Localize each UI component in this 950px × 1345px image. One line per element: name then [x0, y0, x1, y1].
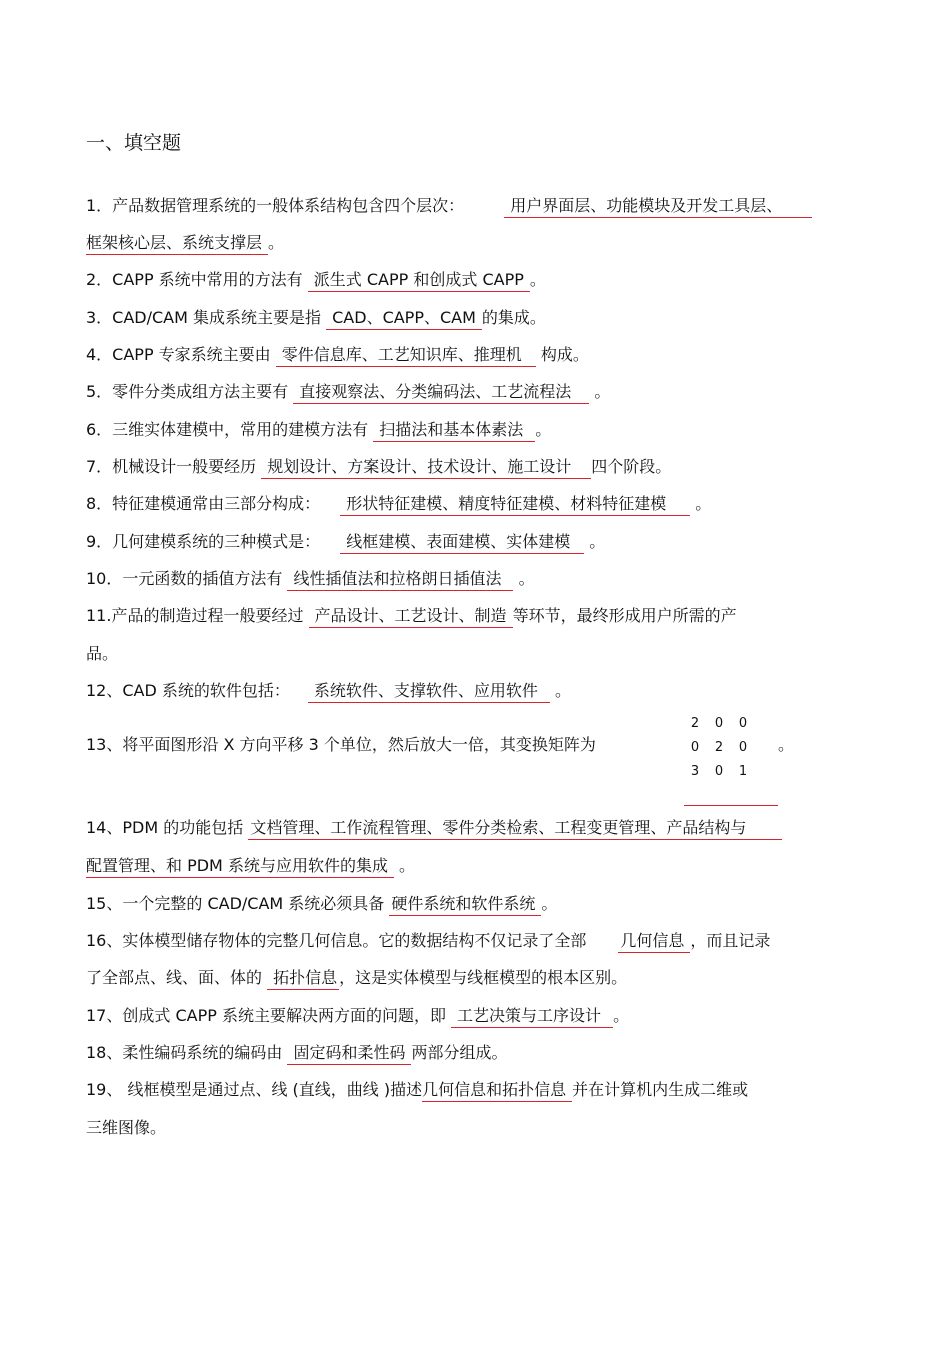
- question-text: 15、一个完整的 CAD/CAM 系统必须具备: [86, 894, 385, 913]
- question-17: [86, 1006, 629, 1028]
- question-4: [86, 345, 589, 367]
- question-19-line-2: [86, 1118, 166, 1138]
- matrix-row: [690, 712, 748, 736]
- question-3: [86, 308, 546, 330]
- question-13: [86, 735, 596, 755]
- question-text: 等环节，最终形成用户所需的产: [512, 606, 737, 625]
- question-text: 两部分组成。: [411, 1043, 508, 1062]
- answer-blank: 文档管理、工作流程管理、零件分类检索、工程变更管理、产品结构与: [248, 818, 782, 840]
- question-text: 13、将平面图形沿 X 方向平移 3 个单位，然后放大一倍，其变换矩阵为: [86, 735, 596, 754]
- matrix-cell: 2: [690, 716, 700, 731]
- question-text: 并在计算机内生成二维或: [572, 1080, 749, 1099]
- matrix-cell: 1: [738, 764, 748, 779]
- question-text: 2．CAPP 系统中常用的方法有: [86, 270, 303, 289]
- answer-blank: 零件信息库、工艺知识库、推理机: [276, 345, 536, 367]
- question-text: 。: [555, 681, 572, 700]
- answer-blank: 几何信息: [618, 931, 690, 953]
- question-6: [86, 420, 551, 442]
- question-12: [86, 681, 571, 703]
- answer-blank: 形状特征建模、精度特征建模、材料特征建模: [340, 494, 690, 516]
- question-10: [86, 569, 535, 591]
- question-text: 品。: [86, 644, 119, 663]
- question-text: 12、CAD 系统的软件包括：: [86, 681, 290, 700]
- question-11-line-1: [86, 606, 737, 628]
- question-text: 。: [518, 569, 535, 588]
- question-text: 。: [695, 494, 712, 513]
- question-text: 。: [529, 270, 546, 289]
- answer-blank: 派生式 CAPP 和创成式 CAPP: [308, 270, 530, 292]
- question-16-line-2: [86, 968, 627, 990]
- question-text: 17、创成式 CAPP 系统主要解决两方面的问题，即: [86, 1006, 446, 1025]
- question-text: 3．CAD/CAM 集成系统主要是指: [86, 308, 322, 327]
- question-text: 5．零件分类成组方法主要有: [86, 382, 289, 401]
- question-15: [86, 894, 557, 916]
- question-text: 8．特征建模通常由三部分构成：: [86, 494, 321, 513]
- question-text: 16、实体模型储存物体的完整几何信息。它的数据结构不仅记录了全部: [86, 931, 587, 950]
- question-14-line-2: [86, 856, 415, 878]
- question-text: ，而且记录: [690, 931, 771, 950]
- answer-blank: 线性插值法和拉格朗日插值法: [287, 569, 513, 591]
- question-text: 的集成。: [481, 308, 546, 327]
- question-5: [86, 382, 610, 404]
- answer-blank: 线框建模、表面建模、实体建模: [340, 532, 584, 554]
- question-text: 了全部点、线、面、体的: [86, 968, 263, 987]
- question-text: ，这是实体模型与线框模型的根本区别。: [339, 968, 628, 987]
- question-text: 1．产品数据管理系统的一般体系结构包含四个层次：: [86, 196, 465, 215]
- answer-blank: 固定码和柔性码: [287, 1043, 411, 1065]
- answer-blank: 规划设计、方案设计、技术设计、施工设计: [261, 457, 591, 479]
- question-text: 7．机械设计一般要经历: [86, 457, 257, 476]
- question-text: 构成。: [540, 345, 589, 364]
- answer-blank: 扫描法和基本体素法: [373, 420, 535, 442]
- answer-blank: 框架核心层、系统支撑层: [86, 233, 268, 255]
- matrix-row: [690, 760, 748, 784]
- answer-blank: 硬件系统和软件系统: [389, 894, 541, 916]
- matrix-cell: 0: [690, 740, 700, 755]
- question-text: 。: [399, 856, 416, 875]
- question-1-line-1: [86, 196, 812, 218]
- question-text: 10．一元函数的插值方法有: [86, 569, 283, 588]
- matrix-cell: 3: [690, 764, 700, 779]
- question-text: 4．CAPP 专家系统主要由: [86, 345, 271, 364]
- question-text: 四个阶段。: [591, 457, 672, 476]
- transform-matrix: [690, 712, 748, 784]
- matrix-row: [690, 736, 748, 760]
- answer-blank: 直接观察法、分类编码法、工艺流程法: [293, 382, 589, 404]
- answer-blank: 几何信息和拓扑信息: [422, 1080, 572, 1102]
- question-9: [86, 532, 605, 554]
- question-16-line-1: [86, 931, 770, 953]
- answer-blank: 产品设计、工艺设计、制造: [309, 606, 513, 628]
- question-8: [86, 494, 711, 516]
- question-text: 。: [594, 382, 611, 401]
- answer-blank: 工艺决策与工序设计: [451, 1006, 613, 1028]
- question-11-line-2: [86, 644, 118, 664]
- question-text: 三维图像。: [86, 1118, 167, 1137]
- question-2: [86, 270, 546, 292]
- matrix-cell: 0: [714, 716, 724, 731]
- answer-blank: 拓扑信息: [267, 968, 339, 990]
- question-text: 。: [535, 420, 552, 439]
- question-text: 18、柔性编码系统的编码由: [86, 1043, 283, 1062]
- matrix-cell: 0: [738, 740, 748, 755]
- answer-blank: 系统软件、支撑软件、应用软件: [308, 681, 550, 703]
- question-13-end: 。: [778, 735, 795, 754]
- question-19-line-1: [86, 1080, 748, 1102]
- question-text: 14、PDM 的功能包括: [86, 818, 244, 837]
- question-14-line-1: [86, 818, 782, 840]
- question-text: 。: [613, 1006, 630, 1025]
- matrix-cell: 0: [738, 716, 748, 731]
- question-1-line-2: [86, 233, 284, 255]
- question-text: 。: [268, 233, 285, 252]
- section-title: 一、填空题: [86, 132, 182, 154]
- matrix-cell: 0: [714, 764, 724, 779]
- question-text: 9．几何建模系统的三种模式是：: [86, 532, 321, 551]
- matrix-answer-underline: [684, 805, 778, 806]
- answer-blank: 用户界面层、功能模块及开发工具层、: [504, 196, 812, 218]
- question-text: 19、 线框模型是通过点、线 (直线，曲线 )描述: [86, 1080, 423, 1099]
- question-text: 6．三维实体建模中，常用的建模方法有: [86, 420, 369, 439]
- answer-blank: CAD、CAPP、CAM: [326, 308, 482, 330]
- question-text: 。: [541, 894, 558, 913]
- answer-blank: 配置管理、和 PDM 系统与应用软件的集成: [86, 856, 394, 878]
- question-18: [86, 1043, 508, 1065]
- matrix-cell: 2: [714, 740, 724, 755]
- question-7: [86, 457, 671, 479]
- question-text: 。: [589, 532, 606, 551]
- question-text: 11.产品的制造过程一般要经过: [86, 606, 304, 625]
